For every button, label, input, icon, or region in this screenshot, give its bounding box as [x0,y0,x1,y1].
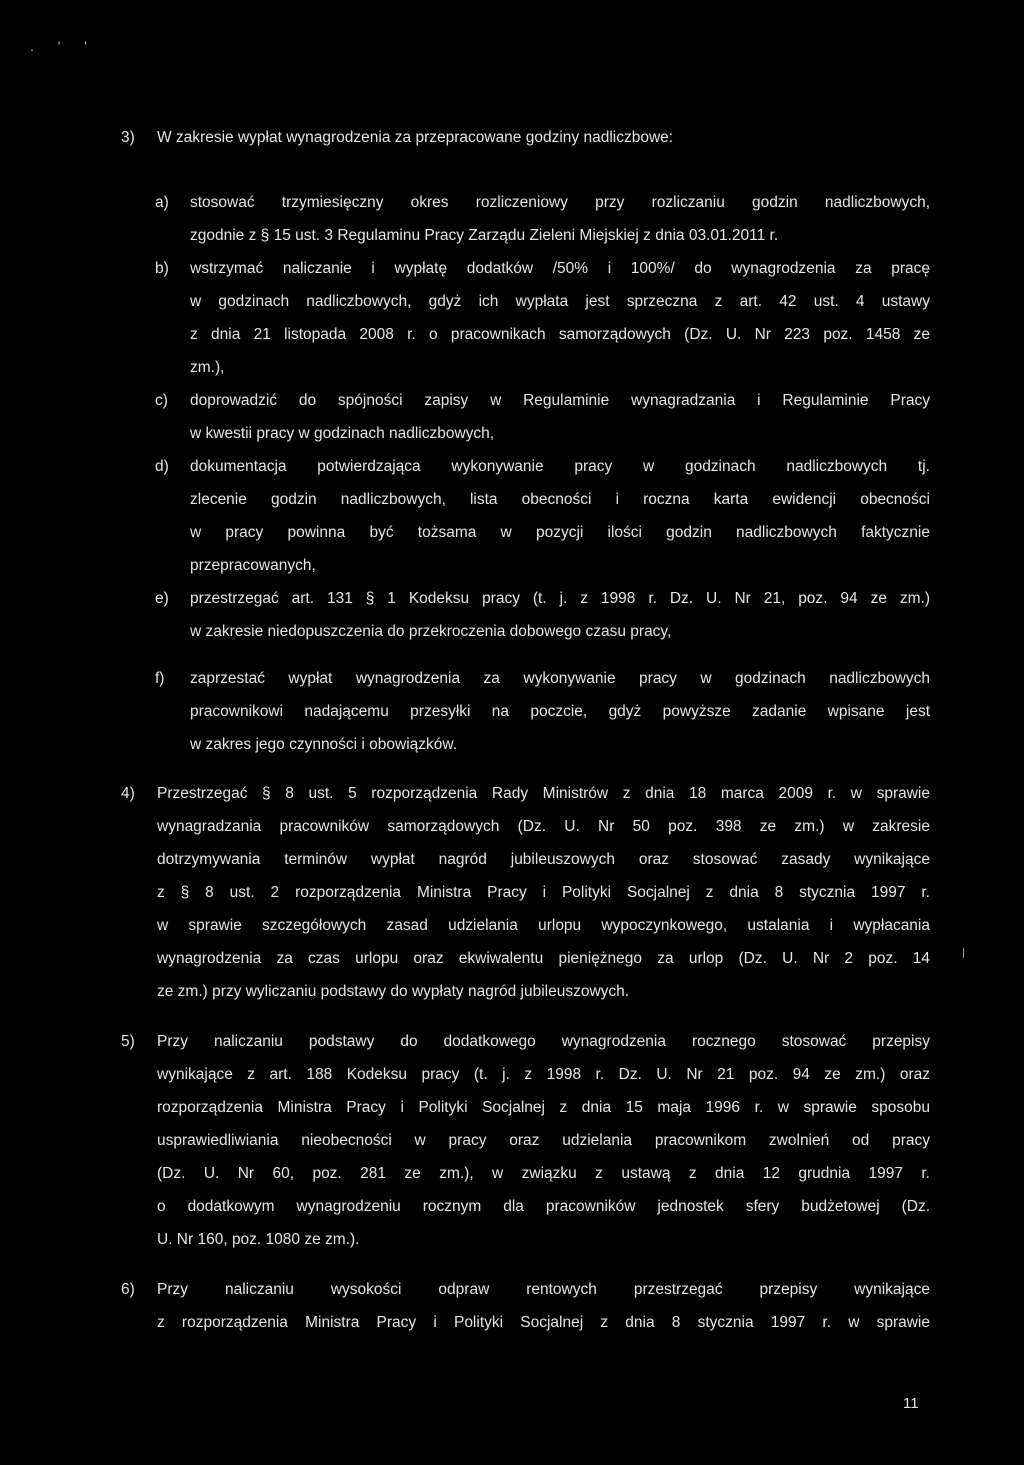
section-5-number: 5) [121,1033,135,1050]
section-5-line-6: o dodatkowym wynagrodzeniu rocznym dla pracowników jednostek sfery budżetowej (Dz. [157,1198,930,1215]
section-5-line-1: Przy naliczaniu podstawy do dodatkowego wynagrodzenia rocznego stosować przepisy [157,1033,930,1050]
section-3-number: 3) [121,129,135,146]
section-5-line-7: U. Nr 160, poz. 1080 ze zm.). [157,1231,360,1248]
section-4-line-1: Przestrzegać § 8 ust. 5 rozporządzenia Rady Ministrów z dnia 18 marca 2009 r. w sprawie [157,785,930,802]
item-b-line-1: wstrzymać naliczanie i wypłatę dodatków /50% i 100%/ do wynagrodzenia za pracę [190,260,930,277]
section-4-line-5: w sprawie szczegółowych zasad udzielania urlopu wypoczynkowego, ustalania i wypłacania [157,917,930,934]
section-6-line-1: Przy naliczaniu wysokości odpraw rentowych przestrzegać przepisy wynikające [157,1281,930,1298]
section-6-line-2: z rozporządzenia Ministra Pracy i Polityki Socjalnej z dnia 8 stycznia 1997 r. w sprawie [157,1314,930,1331]
item-d-line-3: w pracy powinna być tożsama w pozycji ilości godzin nadliczbowych faktycznie [190,524,930,541]
item-b-letter: b) [155,260,169,277]
section-4-line-4: z § 8 ust. 2 rozporządzenia Ministra Pracy i Polityki Socjalnej z dnia 8 stycznia 1997 r. [157,884,930,901]
section-4-line-7: ze zm.) przy wyliczaniu podstawy do wypłaty nagród jubileuszowych. [157,983,630,1000]
item-f-line-1: zaprzestać wypłat wynagrodzenia za wykonywanie pracy w godzinach nadliczbowych [190,670,930,687]
item-e-line-1: przestrzegać art. 131 § 1 Kodeksu pracy (t. j. z 1998 r. Dz. U. Nr 21, poz. 94 ze zm.) [190,590,930,607]
section-4-line-3: dotrzymywania terminów wypłat nagród jubileuszowych oraz stosować zasady wynikające [157,851,930,868]
item-b-line-3: z dnia 21 listopada 2008 r. o pracownikach samorządowych (Dz. U. Nr 223 poz. 1458 ze [190,326,930,343]
section-5-line-5: (Dz. U. Nr 60, poz. 281 ze zm.), w związku z ustawą z dnia 12 grudnia 1997 r. [157,1165,930,1182]
page-number: 11 [903,1395,919,1412]
item-f-letter: f) [155,670,165,687]
item-d-line-1: dokumentacja potwierdzająca wykonywanie pracy w godzinach nadliczbowych tj. [190,458,930,475]
item-d-line-2: zlecenie godzin nadliczbowych, lista obecności i roczna karta ewidencji obecności [190,491,930,508]
item-e-line-2: w zakresie niedopuszczenia do przekroczenia dobowego czasu pracy, [190,623,672,640]
item-c-line-2: w kwestii pracy w godzinach nadliczbowych, [190,425,495,442]
section-5-line-3: rozporządzenia Ministra Pracy i Polityki Socjalnej z dnia 15 maja 1996 r. w sprawie sposobu [157,1099,930,1116]
section-5-line-4: usprawiedliwiania nieobecności w pracy oraz udzielania pracownikom zwolnień od pracy [157,1132,930,1149]
section-5-line-2: wynikające z art. 188 Kodeksu pracy (t. j. z 1998 r. Dz. U. Nr 21 poz. 94 ze zm.) oraz [157,1066,930,1083]
item-b-line-2: w godzinach nadliczbowych, gdyż ich wypłata jest sprzeczna z art. 42 ust. 4 ustawy [190,293,930,310]
section-4-number: 4) [121,785,135,802]
item-a-line-1: stosować trzymiesięczny okres rozliczeniowy przy rozliczaniu godzin nadliczbowych, [190,194,930,211]
section-4-line-6: wynagrodzenia za czas urlopu oraz ekwiwalentu pieniężnego za urlop (Dz. U. Nr 2 poz. 14 [157,950,930,967]
item-a-line-2: zgodnie z § 15 ust. 3 Regulaminu Pracy Zarządu Zieleni Miejskiej z dnia 03.01.2011 r. [190,227,779,244]
scan-marks: . ' ' [30,38,98,54]
section-6-number: 6) [121,1281,135,1298]
item-c-letter: c) [155,392,168,409]
item-d-line-4: przepracowanych, [190,557,316,574]
item-c-line-1: doprowadzić do spójności zapisy w Regulaminie wynagradzania i Regulaminie Pracy [190,392,930,409]
item-d-letter: d) [155,458,169,475]
item-f-line-2: pracownikowi nadającemu przesyłki na poczcie, gdyż powyższe zadanie wpisane jest [190,703,930,720]
item-f-line-3: w zakres jego czynności i obowiązków. [190,736,458,753]
item-a-letter: a) [155,194,169,211]
item-b-line-4: zm.), [190,359,225,376]
section-4-line-2: wynagradzania pracowników samorządowych (Dz. U. Nr 50 poz. 398 ze zm.) w zakresie [157,818,930,835]
item-e-letter: e) [155,590,169,607]
scan-edge-mark [963,948,964,958]
section-3-intro: W zakresie wypłat wynagrodzenia za przepracowane godziny nadliczbowe: [157,129,674,146]
